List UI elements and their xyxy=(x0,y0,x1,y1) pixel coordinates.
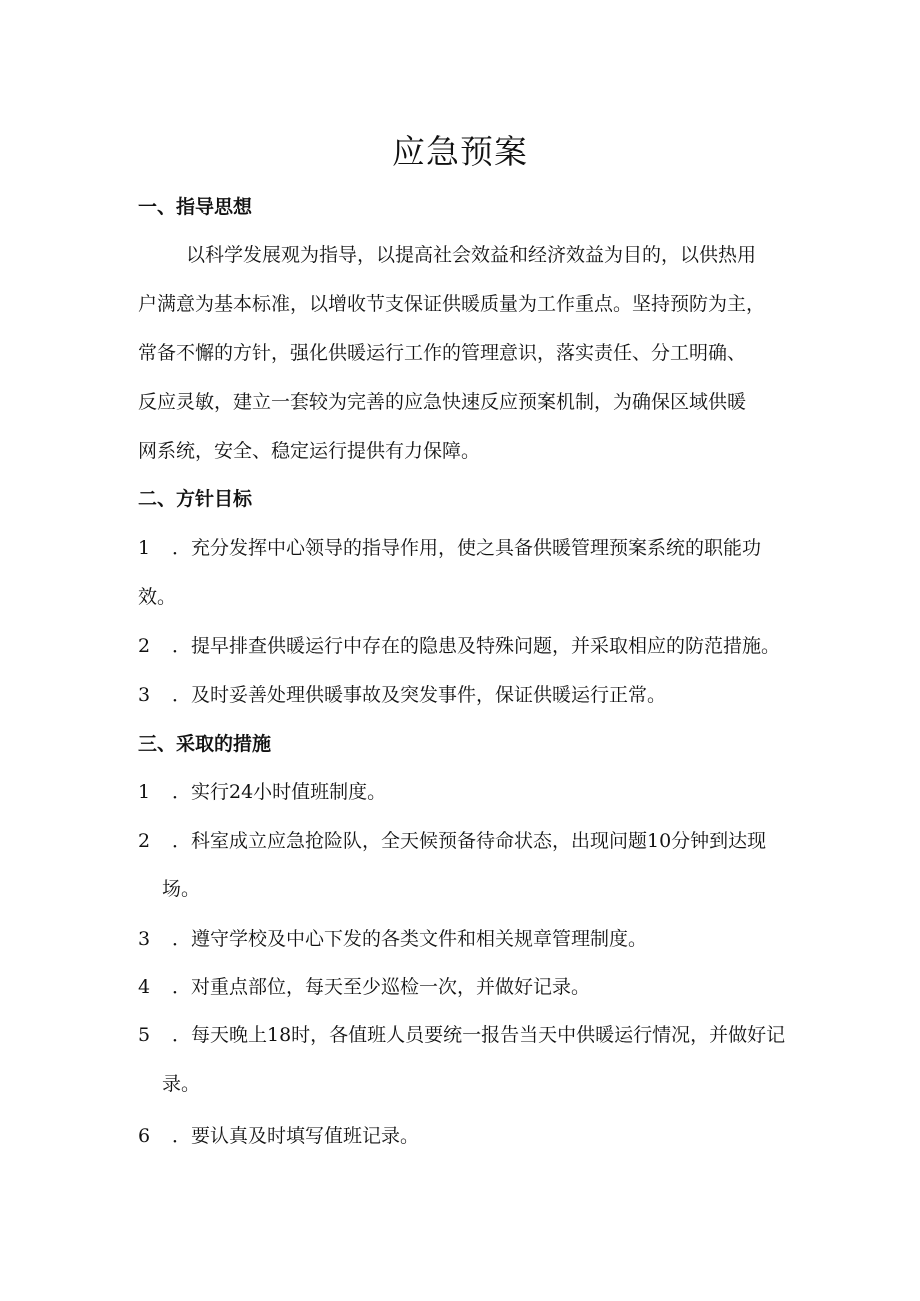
paragraph-line: 户满意为基本标准，以增收节支保证供暖质量为工作重点。坚持预防为主， xyxy=(138,293,766,315)
list-item xyxy=(138,924,647,951)
list-item xyxy=(138,972,590,999)
list-item-continuation: 录。 xyxy=(162,1073,201,1095)
list-item-number: 3 xyxy=(138,928,151,950)
list-item-text: ．对重点部位，每天至少巡检一次，并做好记录。 xyxy=(172,976,591,998)
section-heading-measures: 三、采取的措施 xyxy=(138,733,272,755)
list-item-text: ．充分发挥中心领导的指导作用，使之具备供暖管理预案系统的职能功 xyxy=(172,537,762,559)
list-item-text: ．提早排查供暖运行中存在的隐患及特殊问题，并采取相应的防范措施。 xyxy=(172,635,781,657)
list-item-text: ．要认真及时填写值班记录。 xyxy=(172,1125,420,1147)
paragraph-line: 常备不懈的方针，强化供暖运行工作的管理意识，落实责任、分工明确、 xyxy=(138,342,747,364)
paragraph-line: 以科学发展观为指导，以提高社会效益和经济效益为目的，以供热用 xyxy=(186,244,757,266)
list-item xyxy=(138,1020,785,1047)
section-heading-guiding-ideology: 一、指导思想 xyxy=(138,196,253,218)
list-item-number: 1 xyxy=(138,537,151,559)
list-item xyxy=(138,826,766,853)
list-item-number: 3 xyxy=(138,684,151,706)
list-item-number: 5 xyxy=(138,1024,151,1046)
section-heading-policy-goals: 二、方针目标 xyxy=(138,488,253,510)
list-item-number: 4 xyxy=(138,976,151,998)
list-item-continuation: 效。 xyxy=(138,586,177,608)
list-item-text: ．科室成立应急抢险队，全天候预备待命状态，出现问题10分钟到达现 xyxy=(172,830,767,852)
list-item xyxy=(138,777,386,804)
list-item-text: ．及时妥善处理供暖事故及突发事件，保证供暖运行正常。 xyxy=(172,684,667,706)
list-item-number: 1 xyxy=(138,781,151,803)
list-item-number: 2 xyxy=(138,830,151,852)
list-item-text: ．每天晚上18时，各值班人员要统一报告当天中供暖运行情况，并做好记 xyxy=(172,1024,786,1046)
list-item xyxy=(138,1121,419,1148)
list-item-number: 6 xyxy=(138,1125,151,1147)
document-title: 应急预案 xyxy=(392,132,528,171)
paragraph-line: 反应灵敏，建立一套较为完善的应急快速反应预案机制，为确保区域供暖 xyxy=(138,391,747,413)
list-item-continuation: 场。 xyxy=(162,878,201,900)
list-item xyxy=(138,533,761,560)
list-item-number: 2 xyxy=(138,635,151,657)
list-item xyxy=(138,631,780,658)
paragraph-line: 网系统，安全、稳定运行提供有力保障。 xyxy=(138,440,481,462)
list-item-text: ．遵守学校及中心下发的各类文件和相关规章管理制度。 xyxy=(172,928,648,950)
list-item xyxy=(138,680,666,707)
list-item-text: ．实行24小时值班制度。 xyxy=(172,781,387,803)
